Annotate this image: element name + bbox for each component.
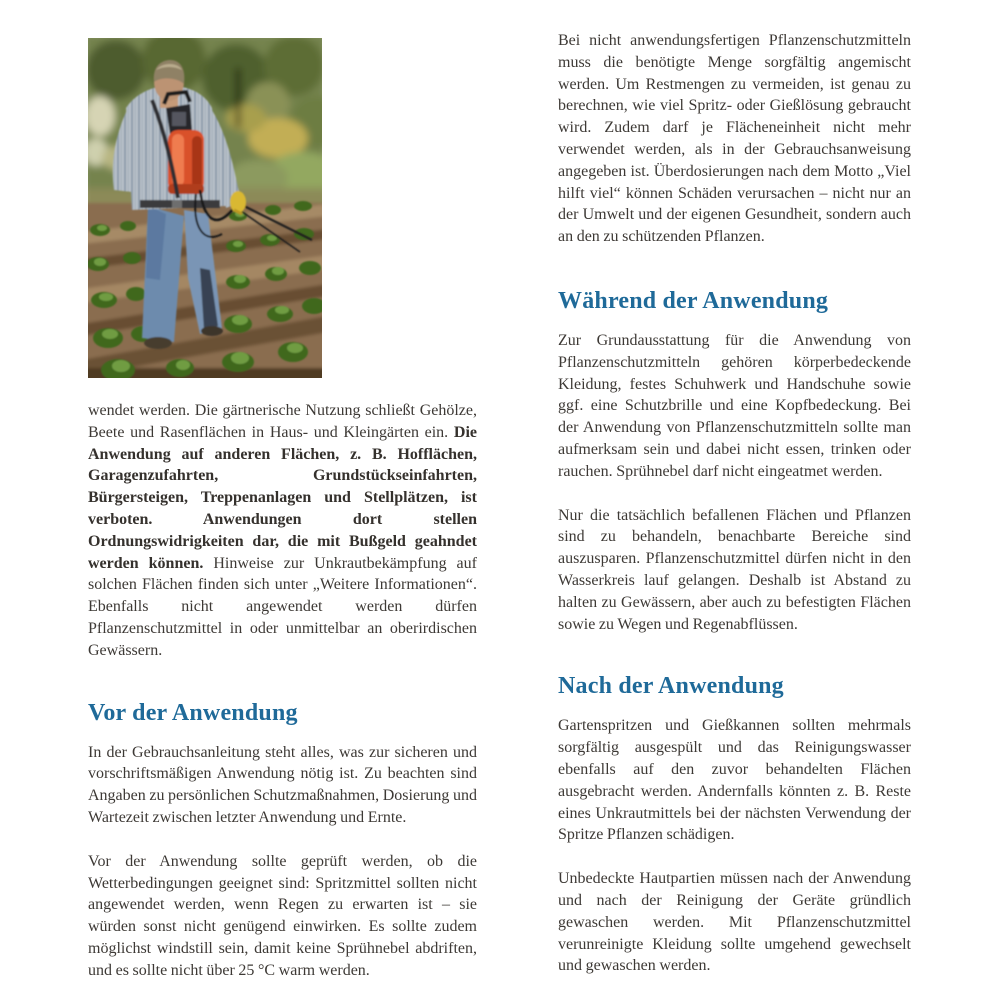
- left-intro-paragraph: wendet werden. Die gärtnerische Nutzung schließt Gehölze, Beete und Rasenflächen in Haus- und Kleingärten ein. Die Anwendung auf anderen Flächen, z. B. Hofflächen, Garagenzufahrten, Grundstückseinfahrten, Bürgersteigen, Treppenanlagen und Stellplätzen, ist verboten. Anwendungen dort stellen Ordnungswidrigkeiten dar, die mit Bußgeld geahndet werden können. Hinweise zur Unkrautbekämpfung auf solchen Flächen finden sich unter „Weitere Informationen“. Ebenfalls nicht angewendet werden dürfen Pflanzenschutzmittel in oder unmittelbar an oberirdischen Gewässern.: [88, 402, 477, 659]
- paragraph-nach-2: Unbedeckte Hautpartien müssen nach der Anwendung und nach der Reinigung der Geräte gründlich gewaschen werden. Mit Pflanzenschutzmittel verunreinigte Kleidung sollte umgehend gewechselt und gewaschen werden.: [558, 870, 911, 975]
- paragraph-nach-1: Gartenspritzen und Gießkannen sollten mehrmals sorgfältig ausgespült und das Reinigungswasser ebenfalls auf den zuvor behandelten Flächen ausgebracht werden. Andernfalls könnten z. B. Reste eines Unkrautmittels bei der nächsten Verwendung der Spritze Pflanzen schädigen.: [558, 717, 911, 844]
- garden-photo: [88, 38, 322, 378]
- right-intro-paragraph: Bei nicht anwendungsfertigen Pflanzenschutzmitteln muss die benötigte Menge sorgfältig angemischt werden. Um Restmengen zu vermeiden, ist genau zu berechnen, wie viel Spritz- oder Gießlösung gebraucht wird. Zudem darf je Flächeneinheit nicht mehr verwendet werden, als in der Gebrauchsanweisung angegeben ist. Überdosierungen nach dem Motto „Viel hilft viel“ können Schäden verursachen – nicht nur an der Umwelt und der eigenen Gesundheit, sondern auch an den zu schützenden Pflanzen.: [558, 32, 911, 246]
- gardener-sprayer-illustration: [88, 38, 322, 378]
- section-heading-nach-der-anwendung: Nach der Anwendung: [558, 673, 784, 700]
- left-column: [88, 400, 477, 982]
- paragraph-vor-2: Vor der Anwendung sollte geprüft werden, ob die Wetterbedingungen geeignet sind: Spritzmittel sollten nicht angewendet werden, wenn Regen zu erwarten ist – sie würden sonst nicht genügend einwirken. Es sollte zudem möglichst windstill sein, damit keine Sprühnebel abdriften, und es sollte nicht über 25 °C warm werden.: [88, 852, 477, 979]
- paragraph-vor-1: In der Gebrauchsanleitung steht alles, was zur sicheren und vorschriftsmäßigen Anwendung nötig ist. Zu beachten sind Angaben zu persönlichen Schutzmaßnahmen, Dosierung und Wartezeit zwischen letzter Anwendung und Ernte.: [88, 743, 478, 826]
- right-column: [558, 30, 911, 977]
- section-heading-waehrend-der-anwendung: Während der Anwendung: [558, 287, 829, 314]
- paragraph-waehrend-1: Zur Grundausstattung für die Anwendung von Pflanzenschutzmitteln gehören körperbedeckende Kleidung, festes Schuhwerk und Handschuhe sowie ggf. eine Schutzbrille und eine Kopfbedeckung. Bei der Anwendung von Pflanzenschutzmitteln sollte man aufmerksam sein und dabei nicht essen, trinken oder rauchen. Sprühnebel darf nicht eingeatmet werden.: [558, 331, 911, 480]
- section-heading-vor-der-anwendung: Vor der Anwendung: [88, 699, 298, 726]
- paragraph-waehrend-2: Nur die tatsächlich befallenen Flächen und Pflanzen sind zu behandeln, benachbarte Bereiche sind auszusparen. Pflanzenschutzmittel dürfen nicht in den Wasserkreis lauf gelangen. Deshalb ist Abstand zu halten zu Gewässern, aber auch zu befestigten Flächen sowie zu Wegen und Regenabflüssen.: [558, 506, 911, 633]
